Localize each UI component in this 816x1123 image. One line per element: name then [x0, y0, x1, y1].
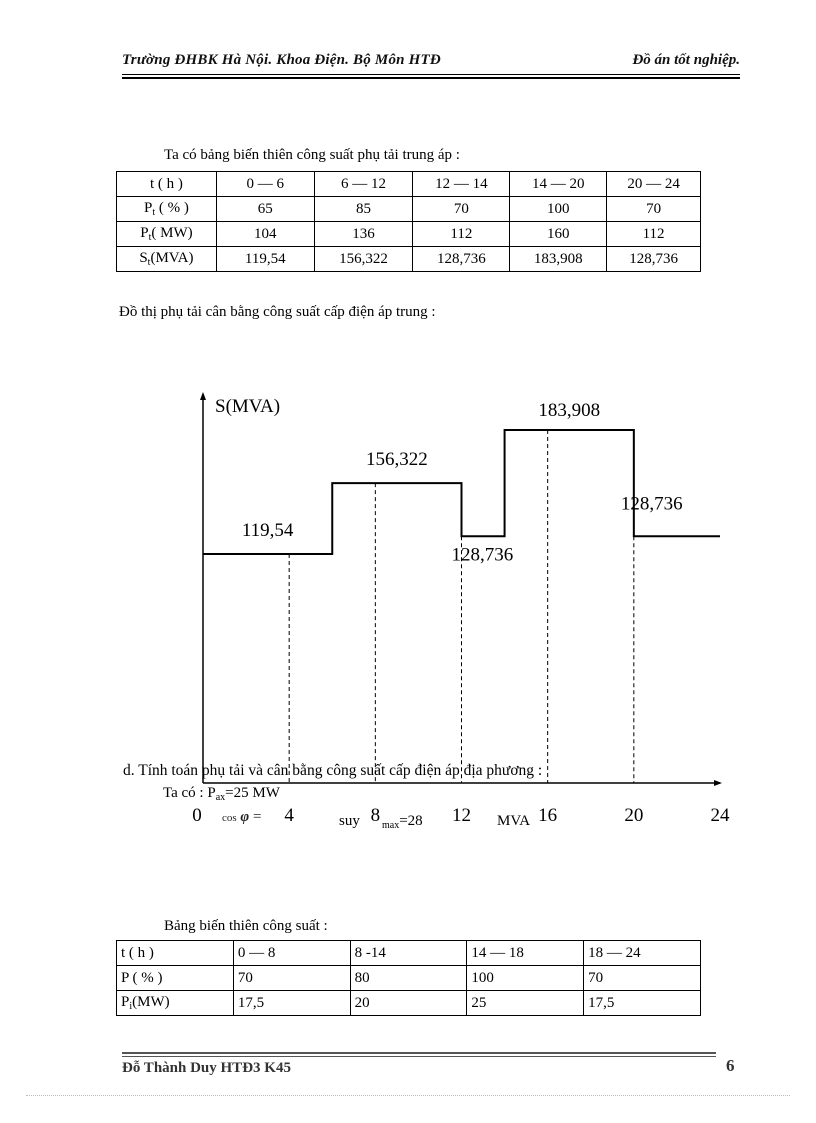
- footer-rule: [122, 1052, 716, 1054]
- table-cell: 17,5: [584, 991, 701, 1016]
- table-cell: 112: [607, 222, 701, 247]
- x-tick-label: 4: [284, 805, 294, 826]
- x-tick-label: 24: [710, 805, 730, 826]
- table-cell: 100: [467, 966, 584, 991]
- x-axis-arrow: [714, 780, 722, 786]
- data-label: 183,908: [538, 400, 601, 421]
- x-tick-label: 0: [192, 805, 202, 826]
- table-row: [117, 197, 701, 222]
- table-cell: 85: [314, 197, 413, 222]
- section-d-heading: d. Tính toán phụ tải và cân bằng công suất cấp điện áp địa phương :: [123, 762, 543, 779]
- table-cell: 70: [233, 966, 350, 991]
- table-cell: 183,908: [510, 247, 607, 272]
- table-cell: 20: [350, 991, 467, 1016]
- page-number: 6: [726, 1056, 735, 1075]
- table-cell: 17,5: [233, 991, 350, 1016]
- table-cell: 100: [510, 197, 607, 222]
- table-cell: 104: [216, 222, 314, 247]
- table-cell: 20 — 24: [607, 172, 701, 197]
- table-row: [117, 966, 701, 991]
- table-cell: 70: [584, 966, 701, 991]
- smax-unit: MVA: [497, 813, 531, 829]
- data-label: 128,736: [620, 493, 683, 515]
- table2-intro: Bảng biến thiên công suất :: [164, 918, 328, 934]
- x-tick-label: 12: [452, 805, 471, 826]
- data-label: 128,736: [451, 544, 514, 566]
- row-label: P ( % ): [117, 966, 234, 991]
- table-cell: 8 -14: [350, 941, 467, 966]
- smax-line: suy: [339, 813, 360, 829]
- data-label: 156,322: [366, 449, 428, 471]
- table-cell: 25: [467, 991, 584, 1016]
- table-row: [117, 222, 701, 247]
- table-cell: 18 — 24: [584, 941, 701, 966]
- pmax-line: Ta có : $P_{ax}=25$ MW: [163, 785, 280, 803]
- header-rule-thick: [122, 77, 740, 79]
- data-label: 119,54: [241, 520, 294, 541]
- footer-author: Đỗ Thành Duy HTĐ3 K45: [122, 1060, 291, 1076]
- table-cell: 65: [216, 197, 314, 222]
- table-cell: 14 — 18: [467, 941, 584, 966]
- graph-caption: Đồ thị phụ tải cân bằng công suất cấp điện áp trung :: [119, 304, 436, 320]
- table-cell: 70: [413, 197, 510, 222]
- row-label: t ( h ): [117, 941, 234, 966]
- table-cell: 119,54: [216, 247, 314, 272]
- table-row: [117, 247, 701, 272]
- table-cell: 0 — 6: [216, 172, 314, 197]
- row-label: $P_i(MW)$: [117, 991, 234, 1016]
- table-cell: 70: [607, 197, 701, 222]
- cos-line: cos φ =: [222, 809, 262, 825]
- x-tick-label: 16: [538, 805, 558, 826]
- row-label: $P_t$ ( % ): [117, 197, 217, 222]
- table-cell: 0 — 8: [233, 941, 350, 966]
- y-axis-label: S(MVA): [215, 396, 281, 417]
- smax-value: $_{max}$=28: [382, 813, 423, 831]
- row-label: t ( h ): [117, 172, 217, 197]
- table-cell: 156,322: [314, 247, 413, 272]
- row-label: $S_t(MVA)$: [117, 247, 217, 272]
- table-row: [117, 991, 701, 1016]
- table-row: [117, 941, 701, 966]
- row-label: $P_t$( MW): [117, 222, 217, 247]
- footer-rule-thin: [122, 1056, 716, 1057]
- load-table-medium-voltage: [116, 171, 701, 272]
- header-right: Đồ án tốt nghiệp.: [632, 52, 740, 68]
- table-cell: 80: [350, 966, 467, 991]
- table-cell: 136: [314, 222, 413, 247]
- table-cell: 128,736: [413, 247, 510, 272]
- table-cell: 12 — 14: [413, 172, 510, 197]
- table-cell: 160: [510, 222, 607, 247]
- table-cell: 6 — 12: [314, 172, 413, 197]
- table-row: [117, 172, 701, 197]
- header-left: Trường ĐHBK Hà Nội. Khoa Điện. Bộ Môn HTĐ: [122, 52, 441, 68]
- page-bottom-dotted-rule: [26, 1095, 790, 1096]
- y-axis-arrow: [200, 392, 206, 400]
- table-cell: 112: [413, 222, 510, 247]
- page-header: [122, 50, 740, 74]
- header-rule: [122, 74, 740, 75]
- load-table-local-voltage: [116, 940, 701, 1016]
- x-tick-label: 8: [370, 805, 381, 826]
- table1-intro: Ta có bảng biến thiên công suất phụ tải trung áp :: [164, 147, 460, 163]
- x-tick-label: 20: [624, 805, 644, 826]
- table-cell: 14 — 20: [510, 172, 607, 197]
- table-cell: 128,736: [607, 247, 701, 272]
